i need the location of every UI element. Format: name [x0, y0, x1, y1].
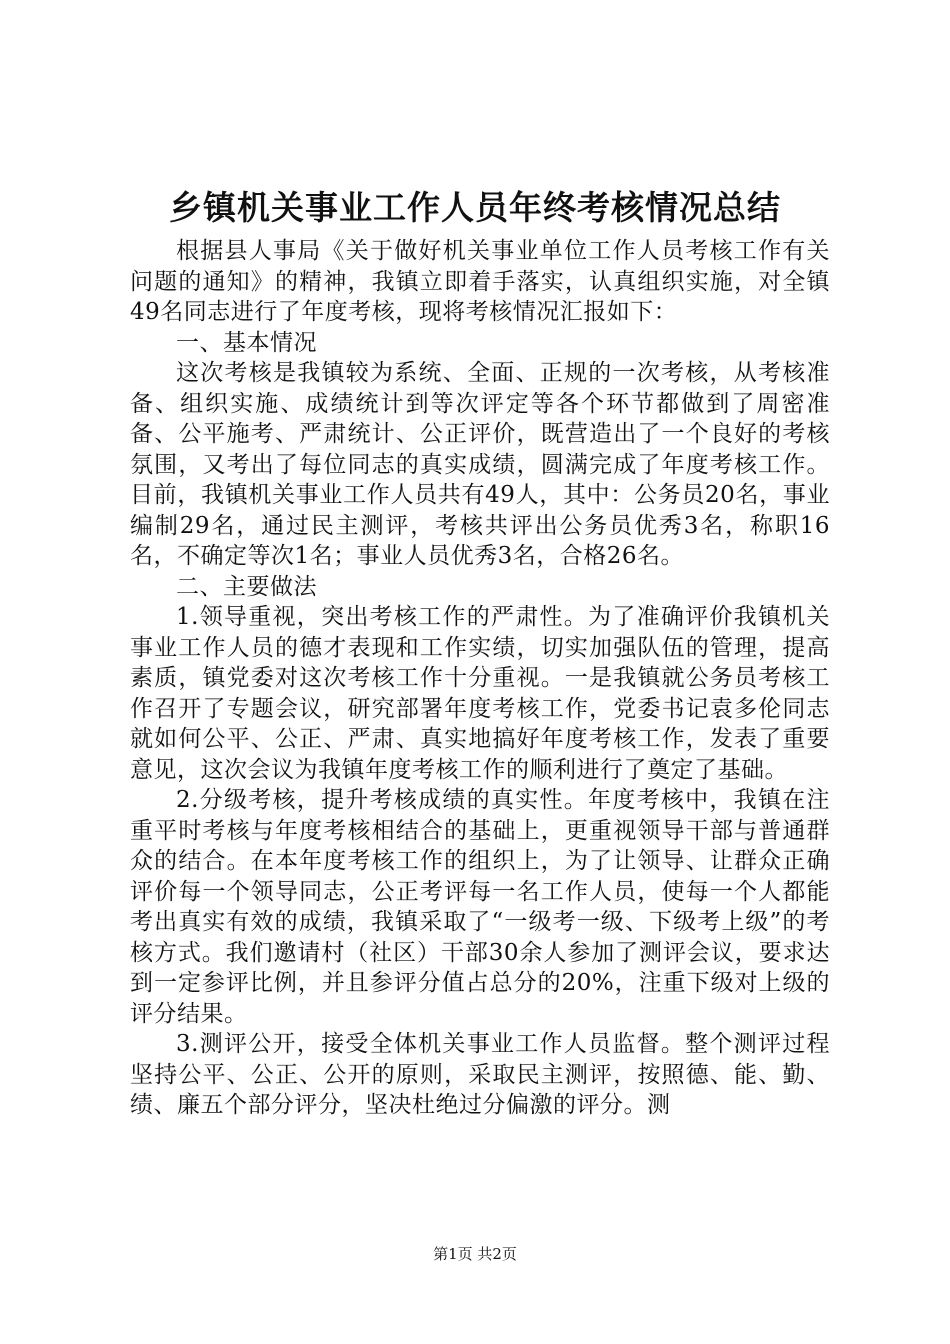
document-title: 乡镇机关事业工作人员年终考核情况总结 — [169, 188, 781, 227]
paragraph-intro: 根据县人事局《关于做好机关事业单位工作人员考核工作有关问题的通知》的精神，我镇立即着手落实，认真组织实施，对全镇49名同志进行了年度考核，现将考核情况汇报如下： — [130, 238, 830, 325]
paragraph-practice-1: 1.领导重视，突出考核工作的严肃性。为了准确评价我镇机关事业工作人员的德才表现和工作实绩，切实加强队伍的管理，提高素质，镇党委对这次考核工作十分重视。一是我镇就公务员考核工作召开了专题会议，研究部署年度考核工作，党委书记袁多伦同志就如何公平、公正、严肃、真实地搞好年度考核工作，发表了重要意见，这次会议为我镇年度考核工作的顺利进行了奠定了基础。 — [130, 604, 830, 783]
paragraph-practice-2: 2.分级考核，提升考核成绩的真实性。年度考核中，我镇在注重平时考核与年度考核相结合的基础上，更重视领导干部与普通群众的结合。在本年度考核工作的组织上，为了让领导、让群众正确评价每一个领导同志，公正考评每一名工作人员，使每一个人都能考出真实有效的成绩，我镇采取了“一级考一级、下级考上级”的考核方式。我们邀请村（社区）干部30余人参加了测评会议，要求达到一定参评比例，并且参评分值占总分的20%，注重下级对上级的评分结果。 — [130, 787, 830, 1027]
section-heading-basic-situation: 一、基本情况 — [176, 329, 317, 356]
section-heading-main-practices: 二、主要做法 — [176, 573, 317, 600]
document-body — [130, 236, 830, 1121]
paragraph-practice-3: 3.测评公开，接受全体机关事业工作人员监督。整个测评过程坚持公平、公正、公开的原则，采取民主测评，按照德、能、勤、绩、廉五个部分评分，坚决杜绝过分偏激的评分。测 — [130, 1031, 830, 1118]
page-footer: 第1页 共2页 — [433, 1245, 517, 1263]
paragraph-basic-situation: 这次考核是我镇较为系统、全面、正规的一次考核，从考核准备、组织实施、成绩统计到等次评定等各个环节都做到了周密准备、公平施考、严肃统计、公正评价，既营造出了一个良好的考核氛围，又考出了每位同志的真实成绩，圆满完成了年度考核工作。目前，我镇机关事业工作人员共有49人，其中：公务员20名，事业编制29名，通过民主测评，考核共评出公务员优秀3名，称职16名，不确定等次1名；事业人员优秀3名，合格26名。 — [130, 360, 830, 569]
